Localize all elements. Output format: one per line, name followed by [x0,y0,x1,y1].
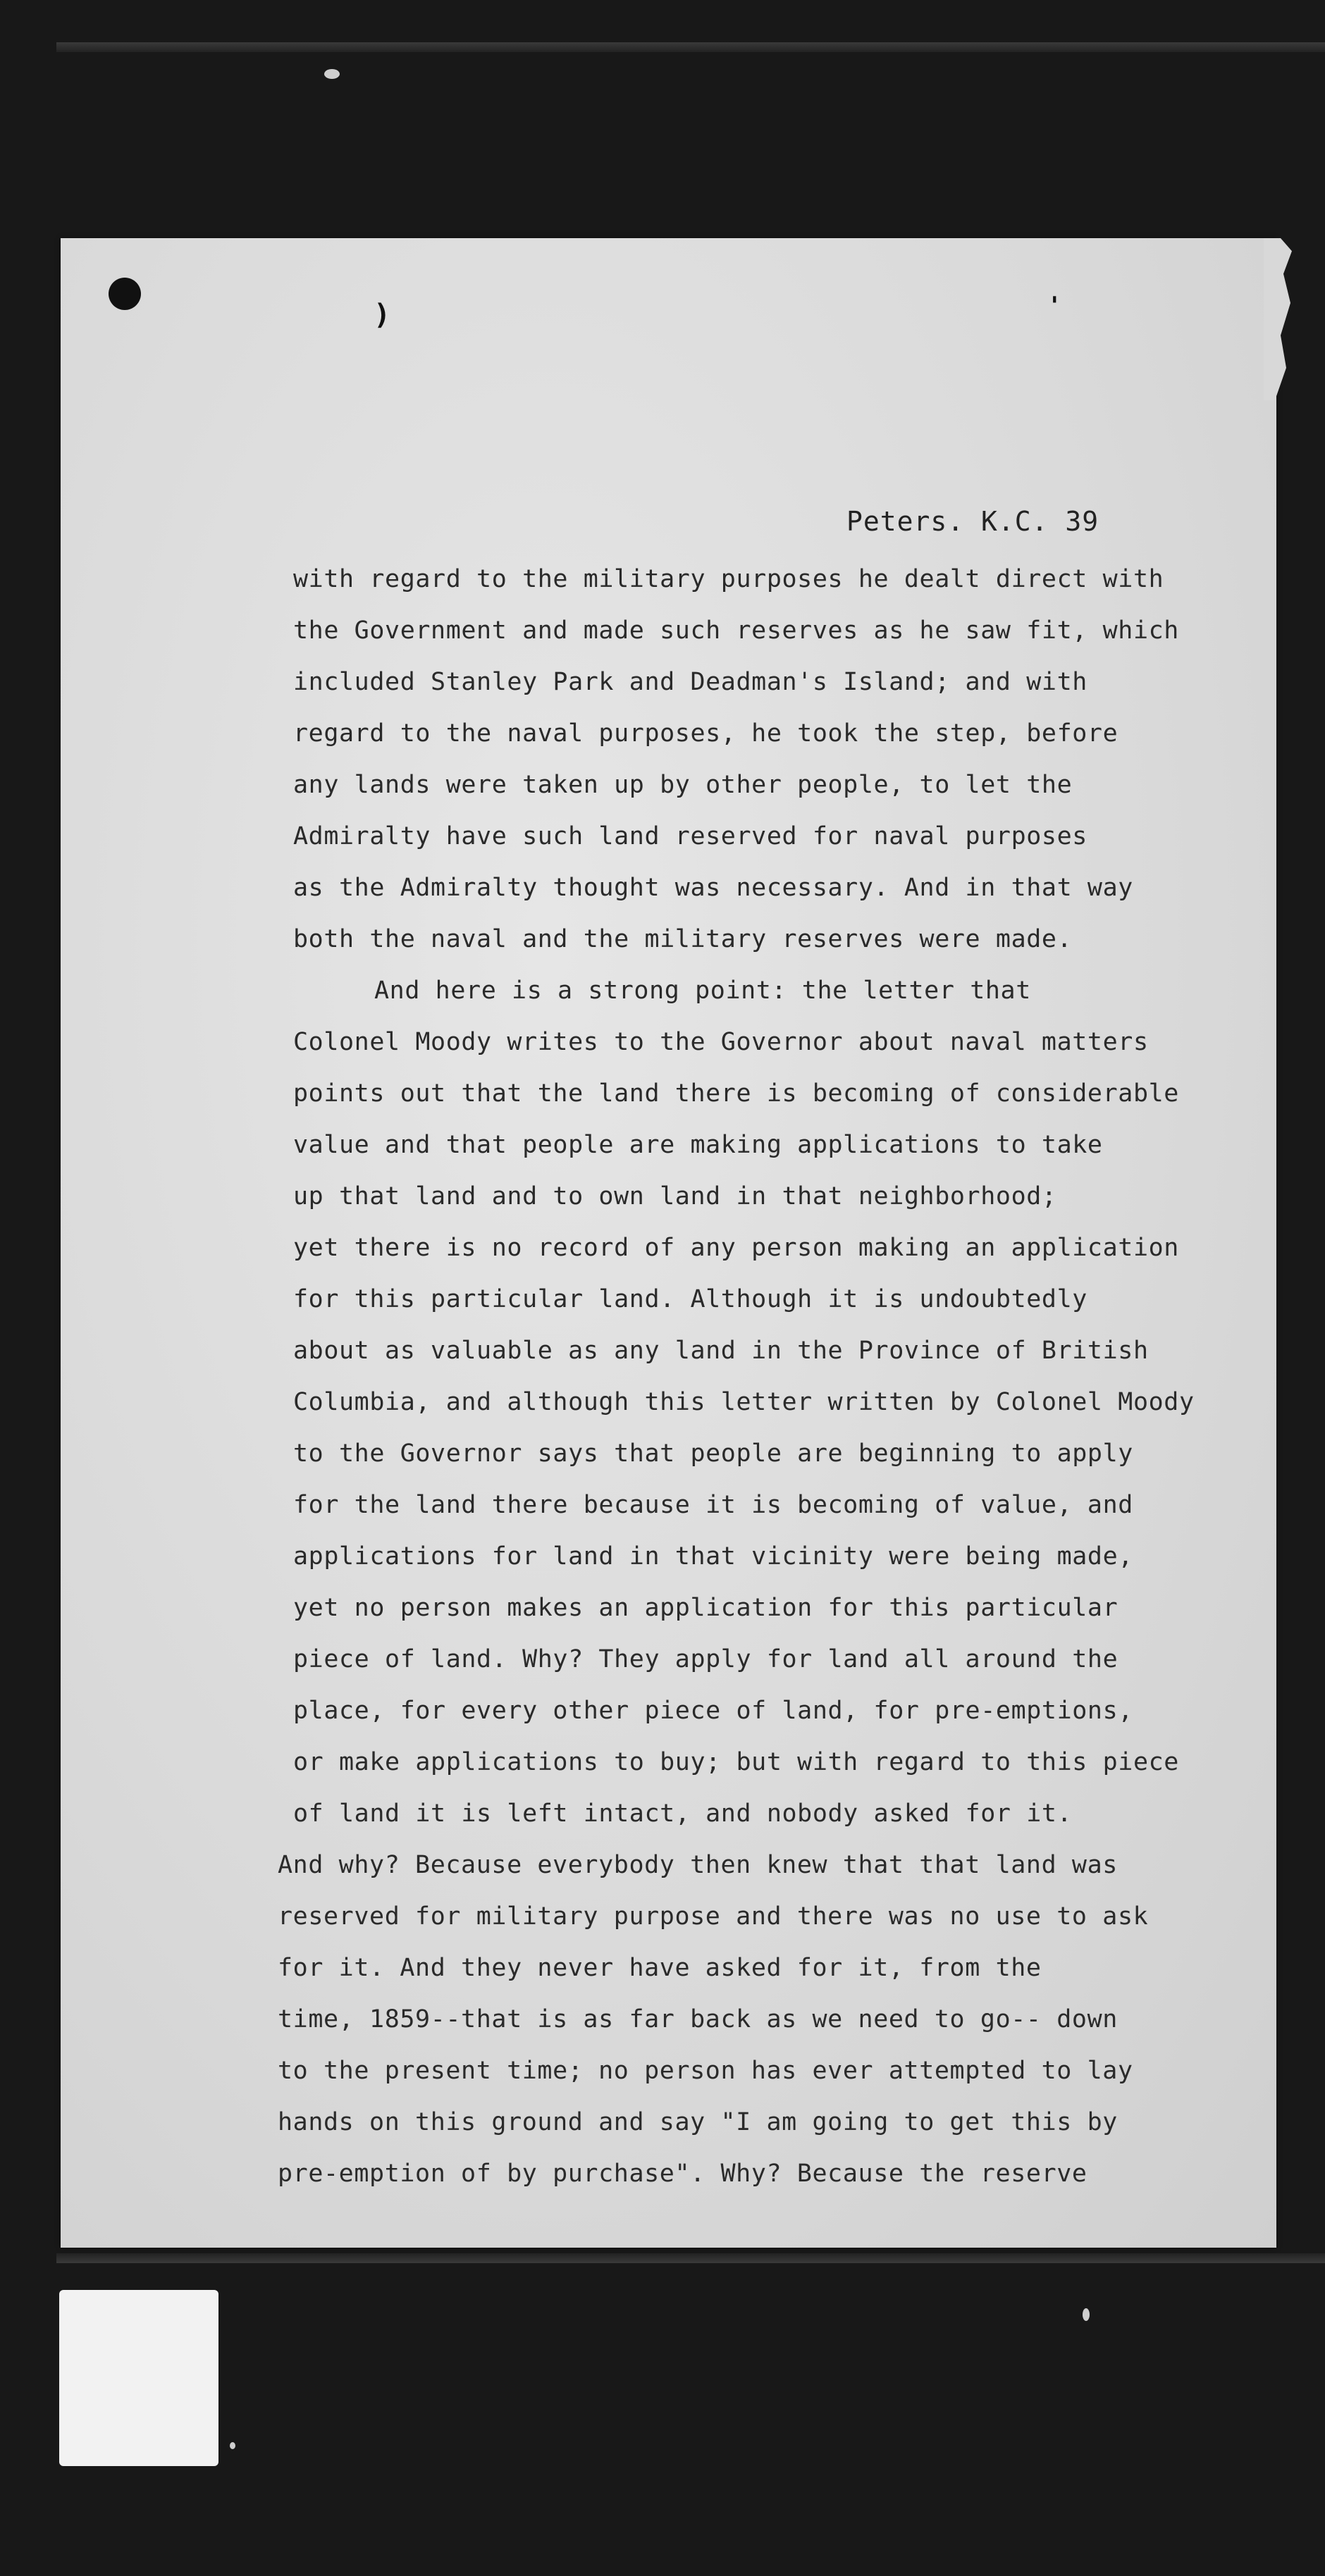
text-line: about as valuable as any land in the Province of British [293,1337,1149,1365]
text-line: pre-emption of by purchase". Why? Because the reserve [278,2160,1087,2188]
text-line: And here is a strong point: the letter that [374,977,1031,1005]
text-line: both the naval and the military reserves were made. [293,925,1073,953]
text-line: any lands were taken up by other people, to let the [293,771,1073,799]
text-line: the Government and made such reserves as he saw fit, which [293,617,1179,645]
text-line: or make applications to buy; but with regard to this piece [293,1748,1179,1776]
typed-text-block [278,554,1294,2200]
punch-hole [109,278,141,310]
torn-edge [1264,238,1292,400]
text-line: yet no person makes an application for this particular [293,1594,1118,1622]
film-edge-top [56,42,1325,52]
text-line: And why? Because everybody then knew that that land was [278,1851,1118,1879]
text-line: as the Admiralty thought was necessary. And in that way [293,874,1133,902]
film-speck [324,69,340,79]
text-line: to the present time; no person has ever attempted to lay [278,2057,1133,2085]
text-line: place, for every other piece of land, for pre-emptions, [293,1697,1133,1725]
text-line: for it. And they never have asked for it, from the [278,1954,1042,1982]
film-speck [230,2442,235,2449]
text-line: Columbia, and although this letter written by Colonel Moody [293,1388,1195,1416]
text-line: yet there is no record of any person making an application [293,1234,1179,1262]
text-line: piece of land. Why? They apply for land all around the [293,1645,1118,1673]
text-line: with regard to the military purposes he dealt direct with [293,565,1164,593]
text-line: hands on this ground and say "I am going to get this by [278,2108,1118,2136]
text-line: to the Governor says that people are beginning to apply [293,1439,1133,1468]
text-line: of land it is left intact, and nobody asked for it. [293,1800,1073,1828]
text-line: value and that people are making applications to take [293,1131,1103,1159]
text-line: reserved for military purpose and there was no use to ask [278,1902,1149,1931]
text-line: up that land and to own land in that neighborhood; [293,1182,1057,1210]
text-line: included Stanley Park and Deadman's Island; and with [293,668,1087,696]
text-line: applications for land in that vicinity were being made, [293,1542,1133,1571]
text-line: points out that the land there is becoming of considerable [293,1079,1179,1108]
text-line: Colonel Moody writes to the Governor about naval matters [293,1028,1149,1056]
ink-mark: ' [1047,292,1062,320]
page-reference: Peters. K.C. 39 [846,506,1099,537]
microfilm-target-card [59,2290,218,2466]
film-edge-bottom [56,2253,1325,2263]
text-line: Admiralty have such land reserved for naval purposes [293,822,1087,850]
text-line: regard to the naval purposes, he took the step, before [293,719,1118,748]
document-page [61,238,1276,2248]
text-line: time, 1859--that is as far back as we need to go-- down [278,2005,1118,2033]
text-line: for the land there because it is becoming of value, and [293,1491,1133,1519]
film-speck [1083,2308,1090,2321]
ink-mark: ) [374,299,391,331]
text-line: for this particular land. Although it is undoubtedly [293,1285,1087,1313]
